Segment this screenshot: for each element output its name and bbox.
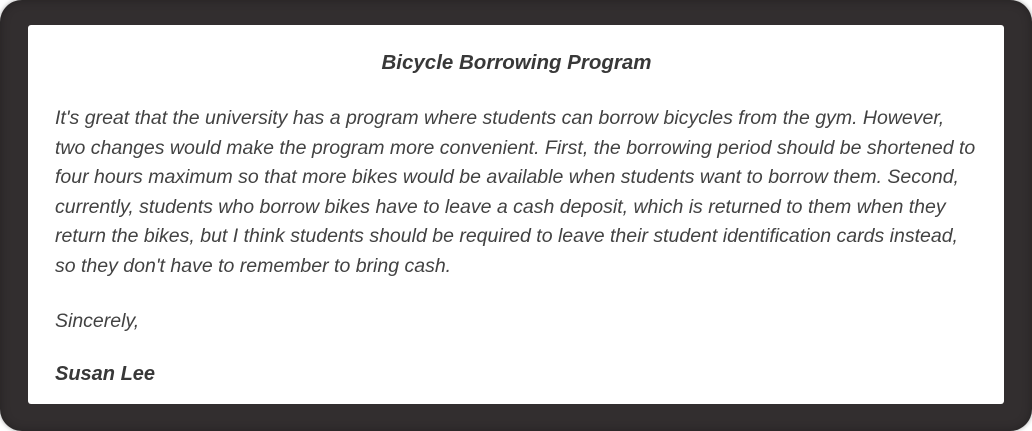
letter-card bbox=[28, 25, 1004, 404]
letter-body: It's great that the university has a program where students can borrow bicycles from the gym. However, two changes would make the program more convenient. First, the borrowing period should be shortened to four hours maximum so that more bikes would be available when students want to borrow them. Second, currently, students who borrow bikes have to leave a cash deposit, which is returned to them when they return the bikes, but I think students should be required to leave their student identification cards instead, so they don't have to remember to bring cash. bbox=[55, 107, 976, 277]
letter-title: Bicycle Borrowing Program bbox=[381, 51, 652, 74]
letter-closing: Sincerely, bbox=[55, 309, 140, 332]
letter-signature: Susan Lee bbox=[55, 363, 156, 386]
